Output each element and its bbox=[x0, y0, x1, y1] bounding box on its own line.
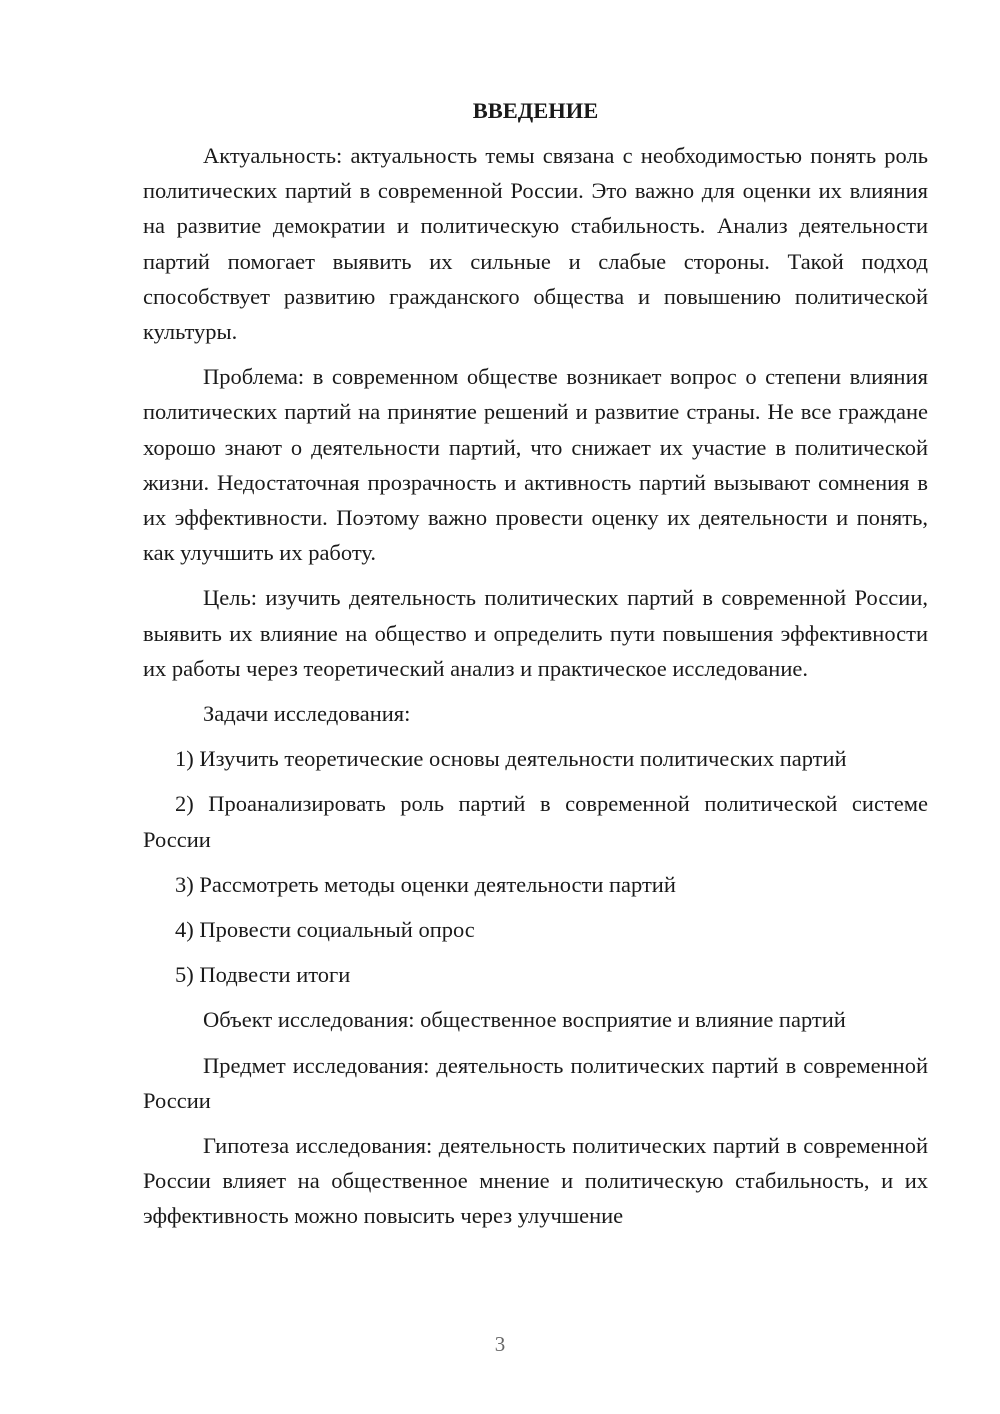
task-item-4: 4) Провести социальный опрос bbox=[175, 917, 475, 943]
task-item-1: 1) Изучить теоретические основы деятельности политических партий bbox=[175, 746, 847, 772]
paragraph-subject: Предмет исследования: деятельность политических партий в современной России bbox=[143, 1052, 928, 1113]
page-number: 3 bbox=[494, 1332, 506, 1356]
task-item-5: 5) Подвести итоги bbox=[175, 962, 351, 988]
paragraph-hypothesis: Гипотеза исследования: деятельность политических партий в современной России влияет на общественное мнение и политическую стабильность, и их эффективность можно повысить через улучшение bbox=[143, 1133, 928, 1229]
task-item-3: 3) Рассмотреть методы оценки деятельности партий bbox=[175, 871, 676, 897]
tasks-list bbox=[143, 741, 928, 992]
paragraph-goal: Цель: изучить деятельность политических партий в современной России, выявить их влияние на общество и определить пути повышения эффективности их работы через теоретический анализ и практическое исследование. bbox=[143, 585, 928, 681]
paragraph-problem: Проблема: в современном обществе возникает вопрос о степени влияния политических партий на принятие решений и развитие страны. Не все граждане хорошо знают о деятельности партий, что снижает их участие в политической жизни. Недостаточная прозрачность и активность партий вызывают сомнения в их эффективности. Поэтому важно провести оценку их деятельности и понять, как улучшить их работу. bbox=[143, 364, 928, 566]
paragraph-object: Объект исследования: общественное восприятие и влияние партий bbox=[203, 1007, 846, 1033]
task-item-2: 2) Проанализировать роль партий в современной политической системе России bbox=[143, 791, 928, 852]
document-page bbox=[143, 96, 928, 1244]
section-title: ВВЕДЕНИЕ bbox=[472, 98, 599, 123]
paragraph-relevance: Актуальность: актуальность темы связана с необходимостью понять роль политических партий в современной России. Это важно для оценки их влияния на развитие демократии и политическую стабильность. Анализ деятельности партий помогает выявить их сильные и слабые стороны. Такой подход способствует развитию гражданского общества и повышению политической культуры. bbox=[143, 143, 928, 345]
paragraph-tasks-heading: Задачи исследования: bbox=[203, 701, 411, 727]
